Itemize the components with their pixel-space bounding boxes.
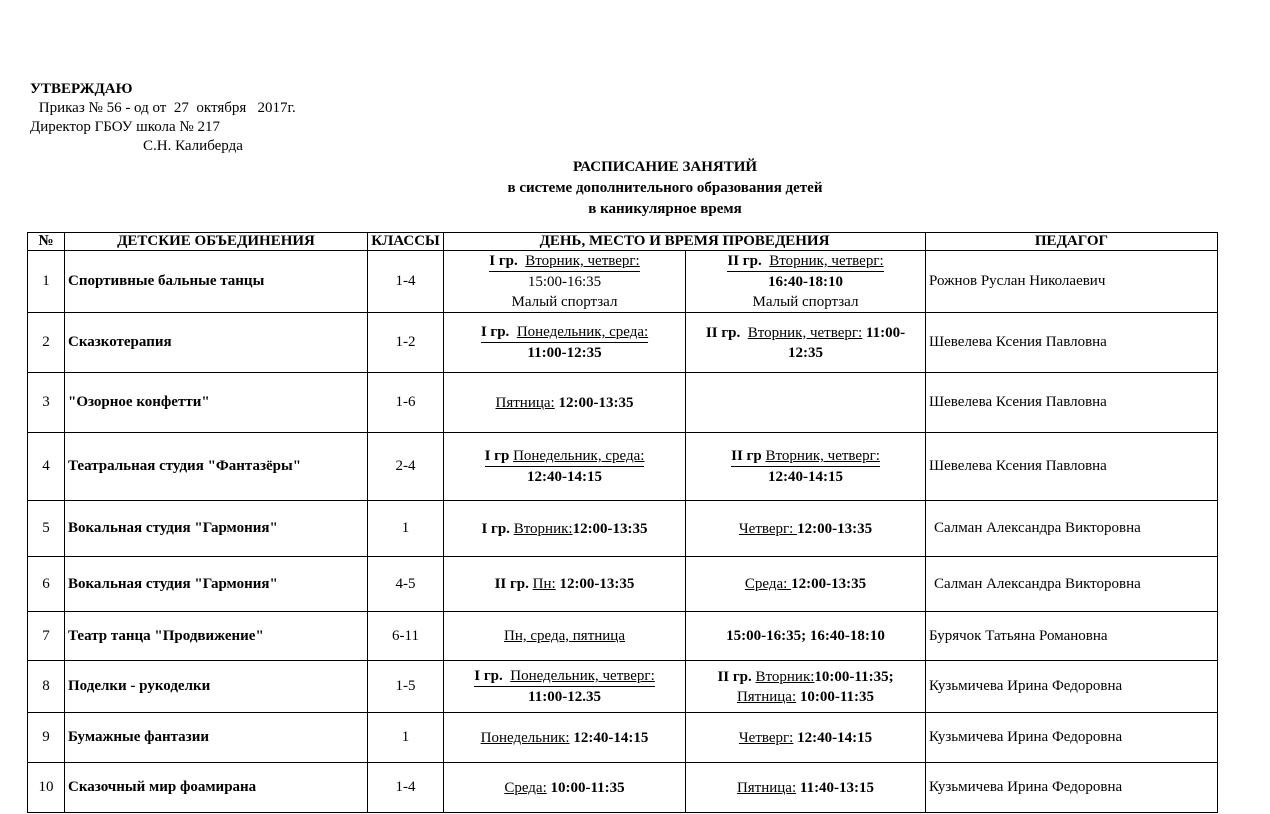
group-label: II гр. — [494, 576, 529, 592]
row-schedule-1 — [444, 373, 686, 433]
row-name: Вокальная студия "Гармония" — [65, 501, 368, 557]
approval-director: Директор ГБОУ школа № 217 — [30, 119, 220, 135]
row-name: Сказочный мир фоамирана — [65, 763, 368, 813]
schedule-time: 12:00-13:35 — [572, 520, 648, 537]
row-classes: 6-11 — [368, 612, 444, 661]
row-name: Театральная студия "Фантазёры" — [65, 433, 368, 501]
table-row — [28, 433, 1218, 501]
group-label: II гр. — [705, 324, 741, 341]
row-schedule-2 — [686, 661, 926, 713]
table-row — [28, 612, 1218, 661]
row-name: Театр танца "Продвижение" — [65, 612, 368, 661]
row-name: "Озорное конфетти" — [65, 373, 368, 433]
row-classes: 1-5 — [368, 661, 444, 713]
schedule-time: 12:00-13:35 — [797, 520, 873, 537]
row-schedule-1 — [444, 251, 686, 313]
row-num: 6 — [28, 557, 65, 612]
schedule-table — [27, 232, 1218, 813]
group-label: I гр. — [480, 324, 510, 340]
row-schedule-2 — [686, 501, 926, 557]
group-label: I гр. — [489, 253, 518, 269]
schedule-day: Понедельник: — [480, 729, 570, 746]
schedule-day: Пн: — [532, 576, 556, 592]
row-name: Спортивные бальные танцы — [65, 251, 368, 313]
table-row — [28, 313, 1218, 373]
row-name: Сказкотерапия — [65, 313, 368, 373]
table-row — [28, 373, 1218, 433]
col-name: ДЕТСКИЕ ОБЪЕДИНЕНИЯ — [65, 233, 368, 251]
schedule-time: 10:00-11:35; — [814, 668, 894, 685]
row-schedule-2 — [686, 713, 926, 763]
schedule-day: Вторник, четверг: — [769, 253, 884, 269]
schedule-day: Вторник, четверг: — [765, 448, 880, 464]
row-classes: 1 — [368, 713, 444, 763]
row-num: 2 — [28, 313, 65, 373]
row-schedule-1 — [444, 433, 686, 501]
table-row — [28, 661, 1218, 713]
schedule-time: 11:00- — [865, 324, 906, 341]
row-schedule-2 — [686, 373, 926, 433]
group-label: II гр. — [717, 668, 752, 685]
row-num: 8 — [28, 661, 65, 713]
row-classes: 1-4 — [368, 251, 444, 313]
row-classes: 1-2 — [368, 313, 444, 373]
col-num: № — [28, 233, 65, 251]
row-schedule-2 — [686, 763, 926, 813]
row-schedule-2 — [686, 251, 926, 313]
row-schedule-1 — [444, 713, 686, 763]
row-schedule-2 — [686, 433, 926, 501]
approval-block — [30, 80, 296, 156]
schedule-day: Понедельник, среда: — [516, 324, 649, 340]
row-num: 7 — [28, 612, 65, 661]
row-classes: 1-6 — [368, 373, 444, 433]
schedule-day: Четверг: — [738, 729, 794, 746]
row-teacher: Шевелева Ксения Павловна — [926, 313, 1218, 373]
group-label: I гр. — [474, 668, 503, 684]
row-classes: 1-4 — [368, 763, 444, 813]
group-label: I гр. — [481, 520, 510, 537]
approval-order: Приказ № 56 - од от 27 октября 2017г. — [35, 100, 296, 116]
table-row — [28, 557, 1218, 612]
table-row — [28, 501, 1218, 557]
row-classes: 4-5 — [368, 557, 444, 612]
schedule-day: Понедельник, среда: — [513, 448, 645, 464]
row-schedule-2 — [686, 557, 926, 612]
row-num: 5 — [28, 501, 65, 557]
schedule-place: Малый спортзал — [511, 294, 618, 310]
schedule-time: 16:40-18:10 — [768, 274, 843, 290]
row-name: Поделки - рукоделки — [65, 661, 368, 713]
col-teacher: ПЕДАГОГ — [926, 233, 1218, 251]
schedule-place: Малый спортзал — [752, 294, 859, 310]
table-header-row — [28, 233, 1218, 251]
schedule-day-2: Пятница: — [736, 688, 797, 705]
row-teacher: Кузьмичева Ирина Федоровна — [926, 713, 1218, 763]
row-teacher: Кузьмичева Ирина Федоровна — [926, 661, 1218, 713]
schedule-time: 11:00-12.35 — [528, 689, 601, 705]
schedule-time-2: 10:00-11:35 — [796, 688, 875, 705]
row-schedule-1 — [444, 313, 686, 373]
schedule-time: 12:00-13:35 — [791, 576, 867, 592]
row-num: 4 — [28, 433, 65, 501]
table-row — [28, 251, 1218, 313]
heading-line-3: в каникулярное время — [588, 201, 742, 217]
schedule-time: 12:40-14:15 — [793, 729, 873, 746]
row-schedule-1 — [444, 501, 686, 557]
row-schedule-1 — [444, 557, 686, 612]
col-classes: КЛАССЫ — [368, 233, 444, 251]
schedule-day: Среда: — [744, 576, 792, 592]
col-schedule: ДЕНЬ, МЕСТО И ВРЕМЯ ПРОВЕДЕНИЯ — [444, 233, 926, 251]
heading-line-2: в системе дополнительного образования детей — [507, 180, 823, 196]
schedule-day: Вторник, четверг: — [525, 253, 640, 269]
row-num: 10 — [28, 763, 65, 813]
row-schedule-2 — [686, 313, 926, 373]
heading-line-1: РАСПИСАНИЕ ЗАНЯТИЙ — [572, 159, 758, 175]
schedule-time: 11:00-12:35 — [527, 345, 602, 361]
schedule-heading — [0, 156, 1270, 220]
row-teacher: Шевелева Ксения Павловна — [926, 373, 1218, 433]
schedule-day: Вторник: — [755, 668, 815, 685]
row-schedule-1 — [444, 661, 686, 713]
schedule-day: Понедельник, четверг: — [510, 668, 655, 684]
table-row — [28, 763, 1218, 813]
approval-name: С.Н. Калиберда — [143, 138, 243, 154]
schedule-day: Пятница: — [495, 394, 555, 411]
row-teacher: Салман Александра Викторовна — [926, 501, 1218, 557]
approval-title: УТВЕРЖДАЮ — [30, 81, 133, 97]
row-num: 3 — [28, 373, 65, 433]
schedule-time: 15:00-16:35 — [527, 274, 602, 290]
row-classes: 2-4 — [368, 433, 444, 501]
row-name: Бумажные фантазии — [65, 713, 368, 763]
group-label: II гр. — [727, 253, 762, 269]
schedule-time: 10:00-11:35 — [546, 779, 625, 796]
row-schedule-2 — [686, 612, 926, 661]
row-teacher: Бурячок Татьяна Романовна — [926, 612, 1218, 661]
schedule-time: 11:40-13:15 — [796, 779, 875, 796]
schedule-day: Четверг: — [738, 520, 798, 537]
row-teacher: Салман Александра Викторовна — [926, 557, 1218, 612]
row-num: 9 — [28, 713, 65, 763]
row-schedule-1 — [444, 763, 686, 813]
schedule-day: Пн, среда, пятница — [504, 628, 625, 644]
schedule-time: 12:00-13:35 — [558, 394, 634, 411]
schedule-time: 12:40-14:15 — [527, 469, 602, 485]
table-row — [28, 713, 1218, 763]
row-name: Вокальная студия "Гармония" — [65, 557, 368, 612]
group-label: II гр — [731, 448, 762, 464]
schedule-time: 12:40-14:15 — [768, 469, 843, 485]
group-label: I гр — [484, 448, 510, 464]
schedule-time-cont: 12:35 — [788, 344, 823, 361]
schedule-time: 12:40-14:15 — [569, 729, 649, 746]
schedule-time: 12:00-13:35 — [559, 576, 635, 592]
schedule-time: 15:00-16:35; 16:40-18:10 — [726, 628, 885, 644]
row-teacher: Кузьмичева Ирина Федоровна — [926, 763, 1218, 813]
row-num: 1 — [28, 251, 65, 313]
row-classes: 1 — [368, 501, 444, 557]
schedule-day: Среда: — [504, 779, 547, 796]
schedule-day: Вторник: — [513, 520, 573, 537]
schedule-day: Пятница: — [736, 779, 797, 796]
row-teacher: Шевелева Ксения Павловна — [926, 433, 1218, 501]
schedule-day: Вторник, четверг: — [747, 324, 863, 341]
row-schedule-1 — [444, 612, 686, 661]
row-teacher: Рожнов Руслан Николаевич — [926, 251, 1218, 313]
